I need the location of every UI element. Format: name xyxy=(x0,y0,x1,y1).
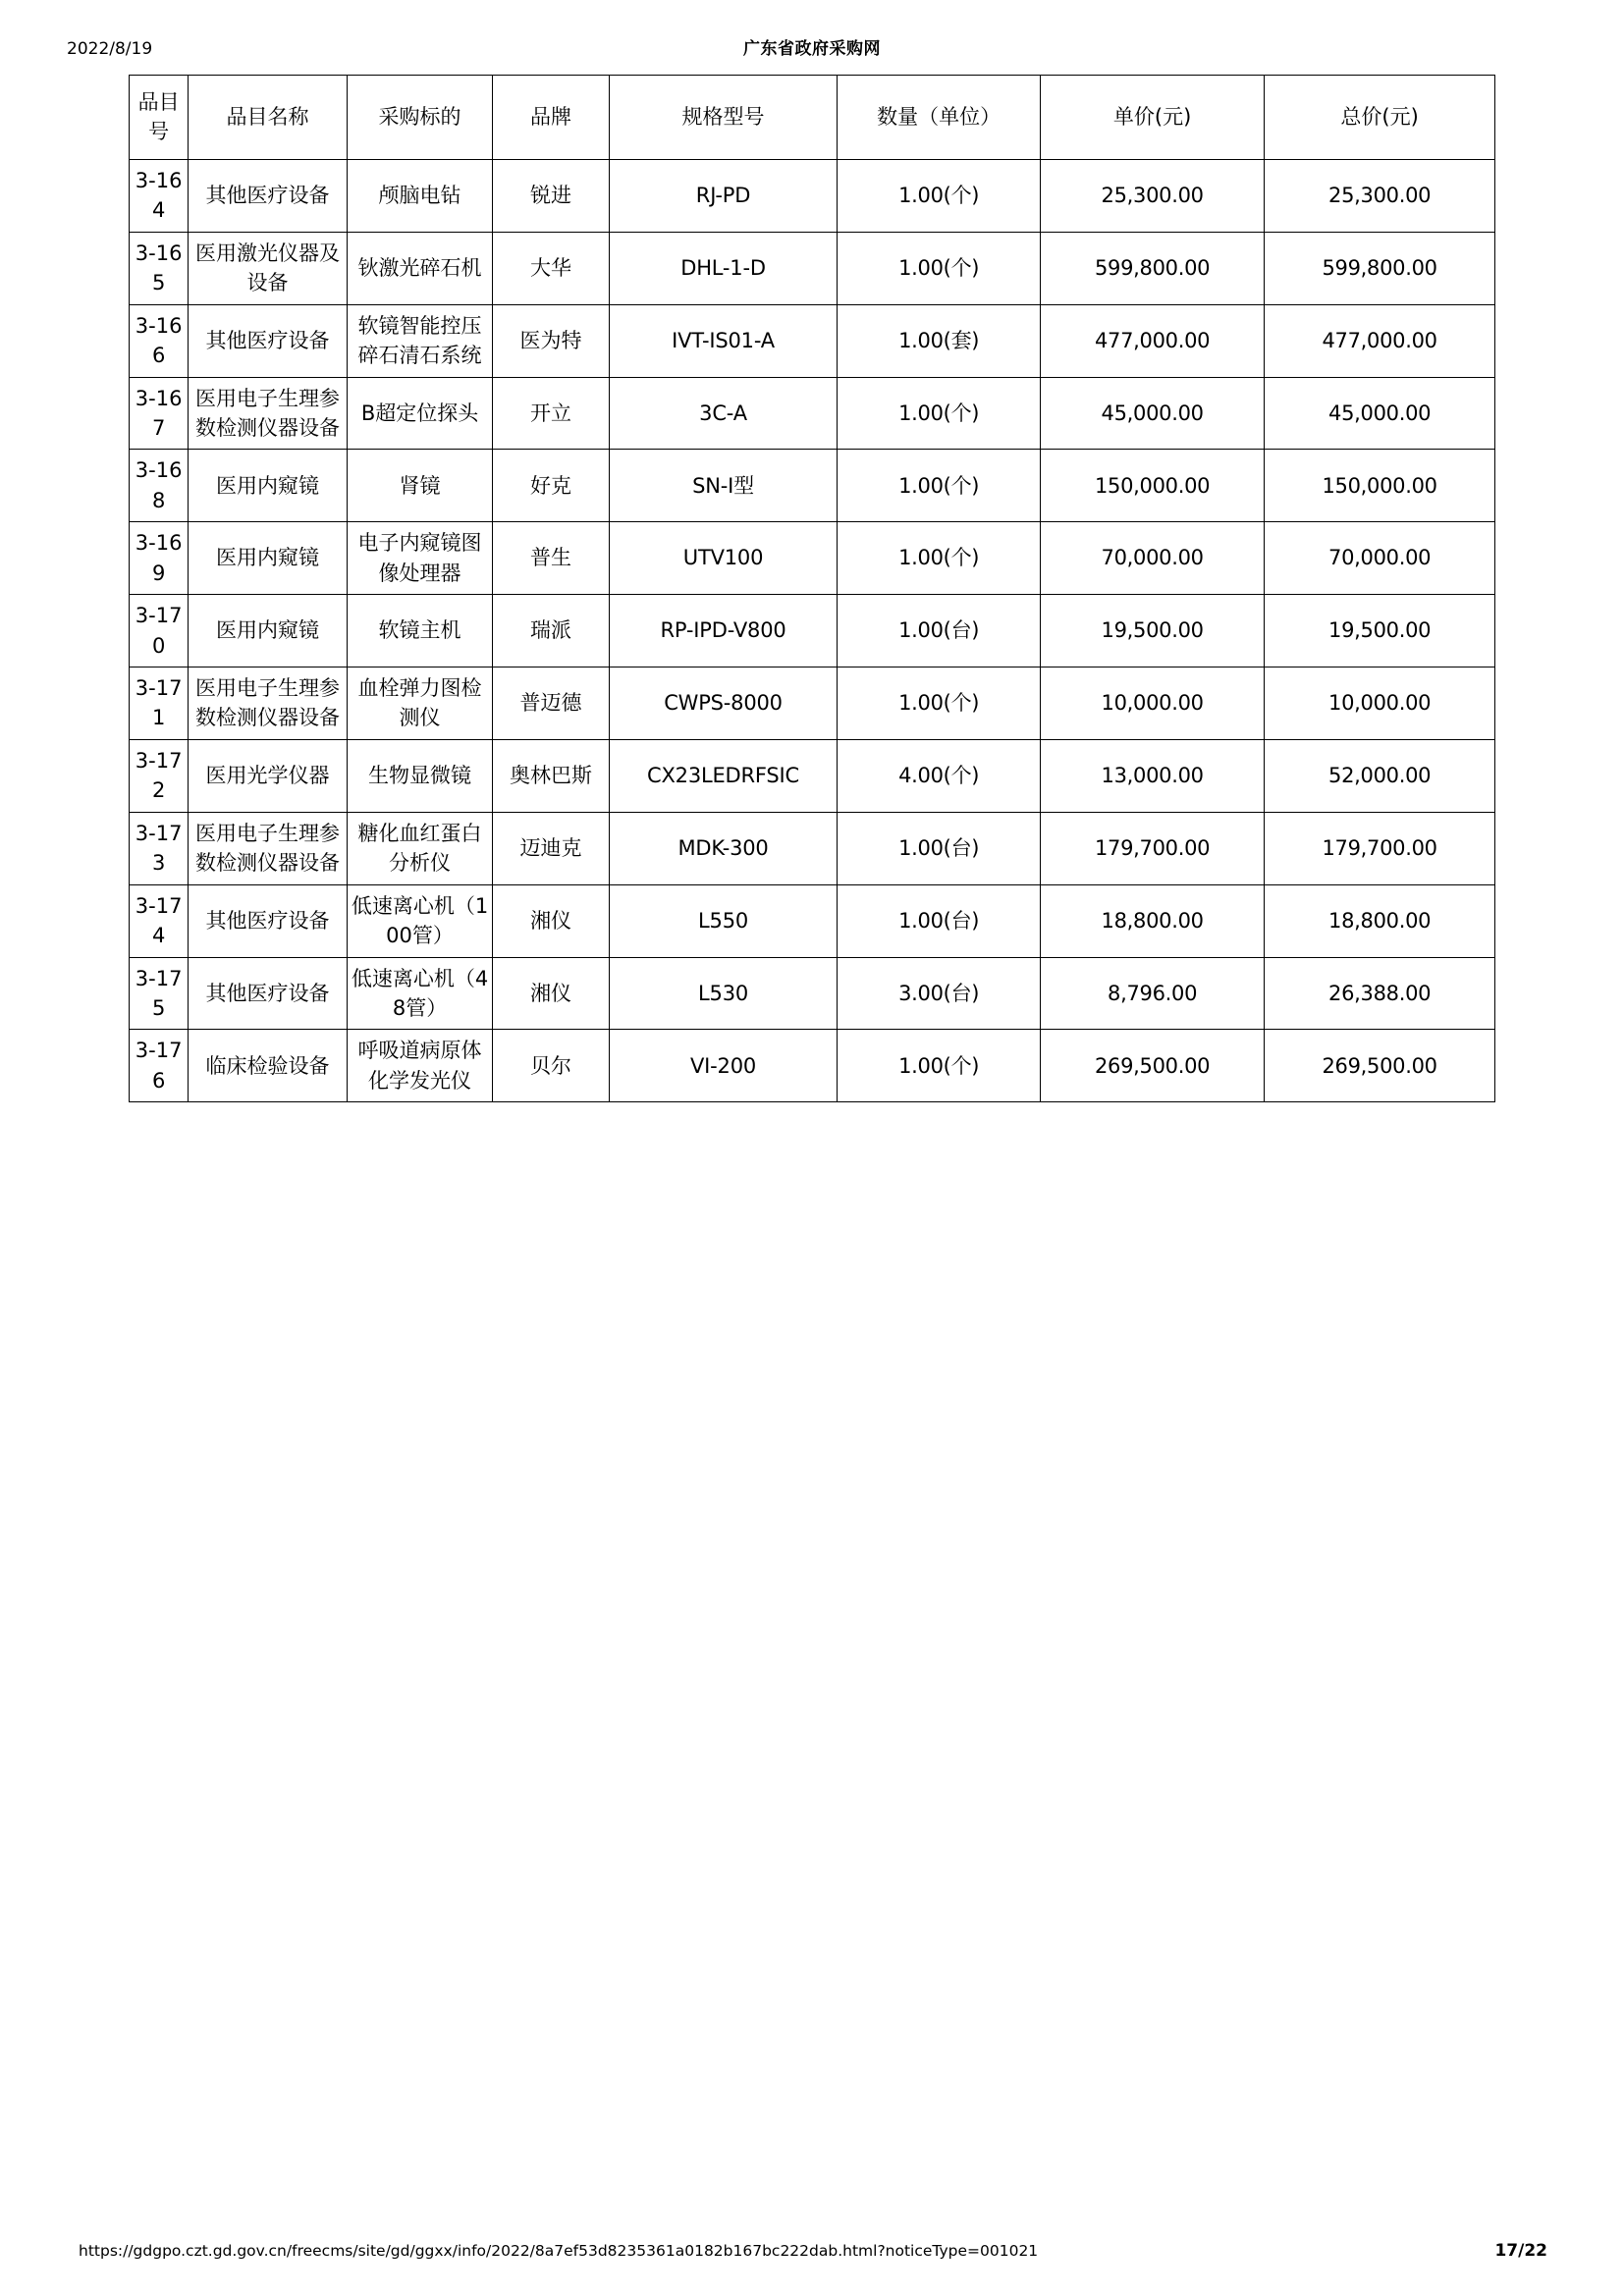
cell-item-name: 临床检验设备 xyxy=(189,1030,347,1102)
cell-quantity: 1.00(个) xyxy=(838,667,1041,740)
cell-subject: 低速离心机（100管） xyxy=(347,884,493,957)
cell-brand: 锐进 xyxy=(493,159,609,232)
cell-brand: 普迈德 xyxy=(493,667,609,740)
table-row xyxy=(130,667,1495,740)
cell-model: 3C-A xyxy=(609,377,838,450)
cell-item-name: 其他医疗设备 xyxy=(189,884,347,957)
cell-total-price: 26,388.00 xyxy=(1265,957,1495,1030)
column-header-model: 规格型号 xyxy=(609,76,838,160)
cell-unit-price: 477,000.00 xyxy=(1041,304,1265,377)
source-url[interactable]: https://gdgpo.czt.gd.gov.cn/freecms/site/gd/ggxx/info/2022/8a7ef53d8235361a0182b167bc222dab.html?noticeType=001021 xyxy=(79,2242,1039,2260)
cell-model: L530 xyxy=(609,957,838,1030)
cell-unit-price: 150,000.00 xyxy=(1041,450,1265,522)
cell-brand: 好克 xyxy=(493,450,609,522)
cell-item-name: 医用激光仪器及设备 xyxy=(189,232,347,304)
column-header-brand: 品牌 xyxy=(493,76,609,160)
cell-total-price: 10,000.00 xyxy=(1265,667,1495,740)
header-title: 广东省政府采购网 xyxy=(743,39,881,59)
cell-quantity: 1.00(台) xyxy=(838,812,1041,884)
cell-item-no: 3-164 xyxy=(130,159,189,232)
table-row xyxy=(130,812,1495,884)
table-row xyxy=(130,232,1495,304)
page-footer xyxy=(0,2239,1624,2263)
cell-brand: 普生 xyxy=(493,522,609,595)
cell-brand: 湘仪 xyxy=(493,884,609,957)
cell-item-no: 3-174 xyxy=(130,884,189,957)
cell-total-price: 52,000.00 xyxy=(1265,739,1495,812)
table-row xyxy=(130,739,1495,812)
table-row xyxy=(130,957,1495,1030)
cell-item-no: 3-171 xyxy=(130,667,189,740)
cell-model: CX23LEDRFSIC xyxy=(609,739,838,812)
cell-model: IVT-IS01-A xyxy=(609,304,838,377)
cell-subject: 生物显微镜 xyxy=(347,739,493,812)
table-row xyxy=(130,884,1495,957)
cell-unit-price: 8,796.00 xyxy=(1041,957,1265,1030)
cell-quantity: 1.00(个) xyxy=(838,522,1041,595)
cell-brand: 奥林巴斯 xyxy=(493,739,609,812)
procurement-table xyxy=(129,75,1495,1102)
cell-brand: 开立 xyxy=(493,377,609,450)
header-date: 2022/8/19 xyxy=(67,39,153,59)
cell-unit-price: 25,300.00 xyxy=(1041,159,1265,232)
cell-unit-price: 13,000.00 xyxy=(1041,739,1265,812)
table-row xyxy=(130,159,1495,232)
cell-brand: 迈迪克 xyxy=(493,812,609,884)
cell-brand: 贝尔 xyxy=(493,1030,609,1102)
cell-model: RJ-PD xyxy=(609,159,838,232)
cell-quantity: 1.00(个) xyxy=(838,1030,1041,1102)
cell-quantity: 1.00(个) xyxy=(838,450,1041,522)
cell-item-name: 医用电子生理参数检测仪器设备 xyxy=(189,812,347,884)
cell-unit-price: 19,500.00 xyxy=(1041,595,1265,667)
cell-model: SN-I型 xyxy=(609,450,838,522)
cell-model: CWPS-8000 xyxy=(609,667,838,740)
cell-subject: 软镜主机 xyxy=(347,595,493,667)
cell-subject: 呼吸道病原体化学发光仪 xyxy=(347,1030,493,1102)
cell-total-price: 18,800.00 xyxy=(1265,884,1495,957)
page-number: 17/22 xyxy=(1494,2241,1547,2261)
page-header xyxy=(0,37,1624,61)
cell-quantity: 1.00(套) xyxy=(838,304,1041,377)
cell-model: MDK-300 xyxy=(609,812,838,884)
cell-total-price: 25,300.00 xyxy=(1265,159,1495,232)
cell-subject: 糖化血红蛋白分析仪 xyxy=(347,812,493,884)
cell-item-no: 3-175 xyxy=(130,957,189,1030)
column-header-unit-price: 单价(元) xyxy=(1041,76,1265,160)
cell-model: DHL-1-D xyxy=(609,232,838,304)
cell-item-name: 医用内窥镜 xyxy=(189,450,347,522)
cell-subject: 低速离心机（48管） xyxy=(347,957,493,1030)
cell-item-no: 3-169 xyxy=(130,522,189,595)
cell-item-no: 3-165 xyxy=(130,232,189,304)
column-header-quantity: 数量（单位） xyxy=(838,76,1041,160)
cell-model: VI-200 xyxy=(609,1030,838,1102)
cell-quantity: 1.00(台) xyxy=(838,595,1041,667)
cell-unit-price: 269,500.00 xyxy=(1041,1030,1265,1102)
cell-item-no: 3-166 xyxy=(130,304,189,377)
table-header-row xyxy=(130,76,1495,160)
cell-subject: 颅脑电钻 xyxy=(347,159,493,232)
table-row xyxy=(130,595,1495,667)
cell-total-price: 599,800.00 xyxy=(1265,232,1495,304)
table-row xyxy=(130,377,1495,450)
cell-item-name: 其他医疗设备 xyxy=(189,957,347,1030)
procurement-table-container xyxy=(129,75,1495,1102)
cell-unit-price: 179,700.00 xyxy=(1041,812,1265,884)
cell-total-price: 70,000.00 xyxy=(1265,522,1495,595)
cell-item-name: 医用电子生理参数检测仪器设备 xyxy=(189,377,347,450)
cell-subject: 肾镜 xyxy=(347,450,493,522)
cell-item-no: 3-172 xyxy=(130,739,189,812)
cell-unit-price: 45,000.00 xyxy=(1041,377,1265,450)
cell-total-price: 19,500.00 xyxy=(1265,595,1495,667)
cell-model: UTV100 xyxy=(609,522,838,595)
cell-item-name: 医用内窥镜 xyxy=(189,595,347,667)
cell-item-name: 医用电子生理参数检测仪器设备 xyxy=(189,667,347,740)
cell-item-no: 3-170 xyxy=(130,595,189,667)
cell-quantity: 1.00(台) xyxy=(838,884,1041,957)
cell-subject: 软镜智能控压碎石清石系统 xyxy=(347,304,493,377)
cell-item-name: 医用光学仪器 xyxy=(189,739,347,812)
cell-quantity: 1.00(个) xyxy=(838,232,1041,304)
cell-model: RP-IPD-V800 xyxy=(609,595,838,667)
cell-total-price: 45,000.00 xyxy=(1265,377,1495,450)
table-row xyxy=(130,1030,1495,1102)
cell-subject: B超定位探头 xyxy=(347,377,493,450)
table-body xyxy=(130,159,1495,1101)
cell-total-price: 179,700.00 xyxy=(1265,812,1495,884)
cell-subject: 血栓弹力图检测仪 xyxy=(347,667,493,740)
cell-brand: 大华 xyxy=(493,232,609,304)
cell-item-no: 3-167 xyxy=(130,377,189,450)
column-header-item-no: 品目号 xyxy=(130,76,189,160)
cell-brand: 湘仪 xyxy=(493,957,609,1030)
cell-item-name: 医用内窥镜 xyxy=(189,522,347,595)
cell-unit-price: 10,000.00 xyxy=(1041,667,1265,740)
table-row xyxy=(130,450,1495,522)
table-row xyxy=(130,522,1495,595)
cell-total-price: 269,500.00 xyxy=(1265,1030,1495,1102)
column-header-total-price: 总价(元) xyxy=(1265,76,1495,160)
cell-quantity: 3.00(台) xyxy=(838,957,1041,1030)
cell-item-no: 3-168 xyxy=(130,450,189,522)
cell-quantity: 4.00(个) xyxy=(838,739,1041,812)
cell-unit-price: 18,800.00 xyxy=(1041,884,1265,957)
cell-brand: 医为特 xyxy=(493,304,609,377)
column-header-subject: 采购标的 xyxy=(347,76,493,160)
cell-subject: 钬激光碎石机 xyxy=(347,232,493,304)
cell-subject: 电子内窥镜图像处理器 xyxy=(347,522,493,595)
table-row xyxy=(130,304,1495,377)
cell-unit-price: 599,800.00 xyxy=(1041,232,1265,304)
cell-total-price: 150,000.00 xyxy=(1265,450,1495,522)
cell-unit-price: 70,000.00 xyxy=(1041,522,1265,595)
cell-model: L550 xyxy=(609,884,838,957)
cell-item-no: 3-173 xyxy=(130,812,189,884)
cell-item-name: 其他医疗设备 xyxy=(189,159,347,232)
cell-quantity: 1.00(个) xyxy=(838,159,1041,232)
cell-total-price: 477,000.00 xyxy=(1265,304,1495,377)
cell-item-name: 其他医疗设备 xyxy=(189,304,347,377)
cell-quantity: 1.00(个) xyxy=(838,377,1041,450)
cell-brand: 瑞派 xyxy=(493,595,609,667)
cell-item-no: 3-176 xyxy=(130,1030,189,1102)
column-header-item-name: 品目名称 xyxy=(189,76,347,160)
